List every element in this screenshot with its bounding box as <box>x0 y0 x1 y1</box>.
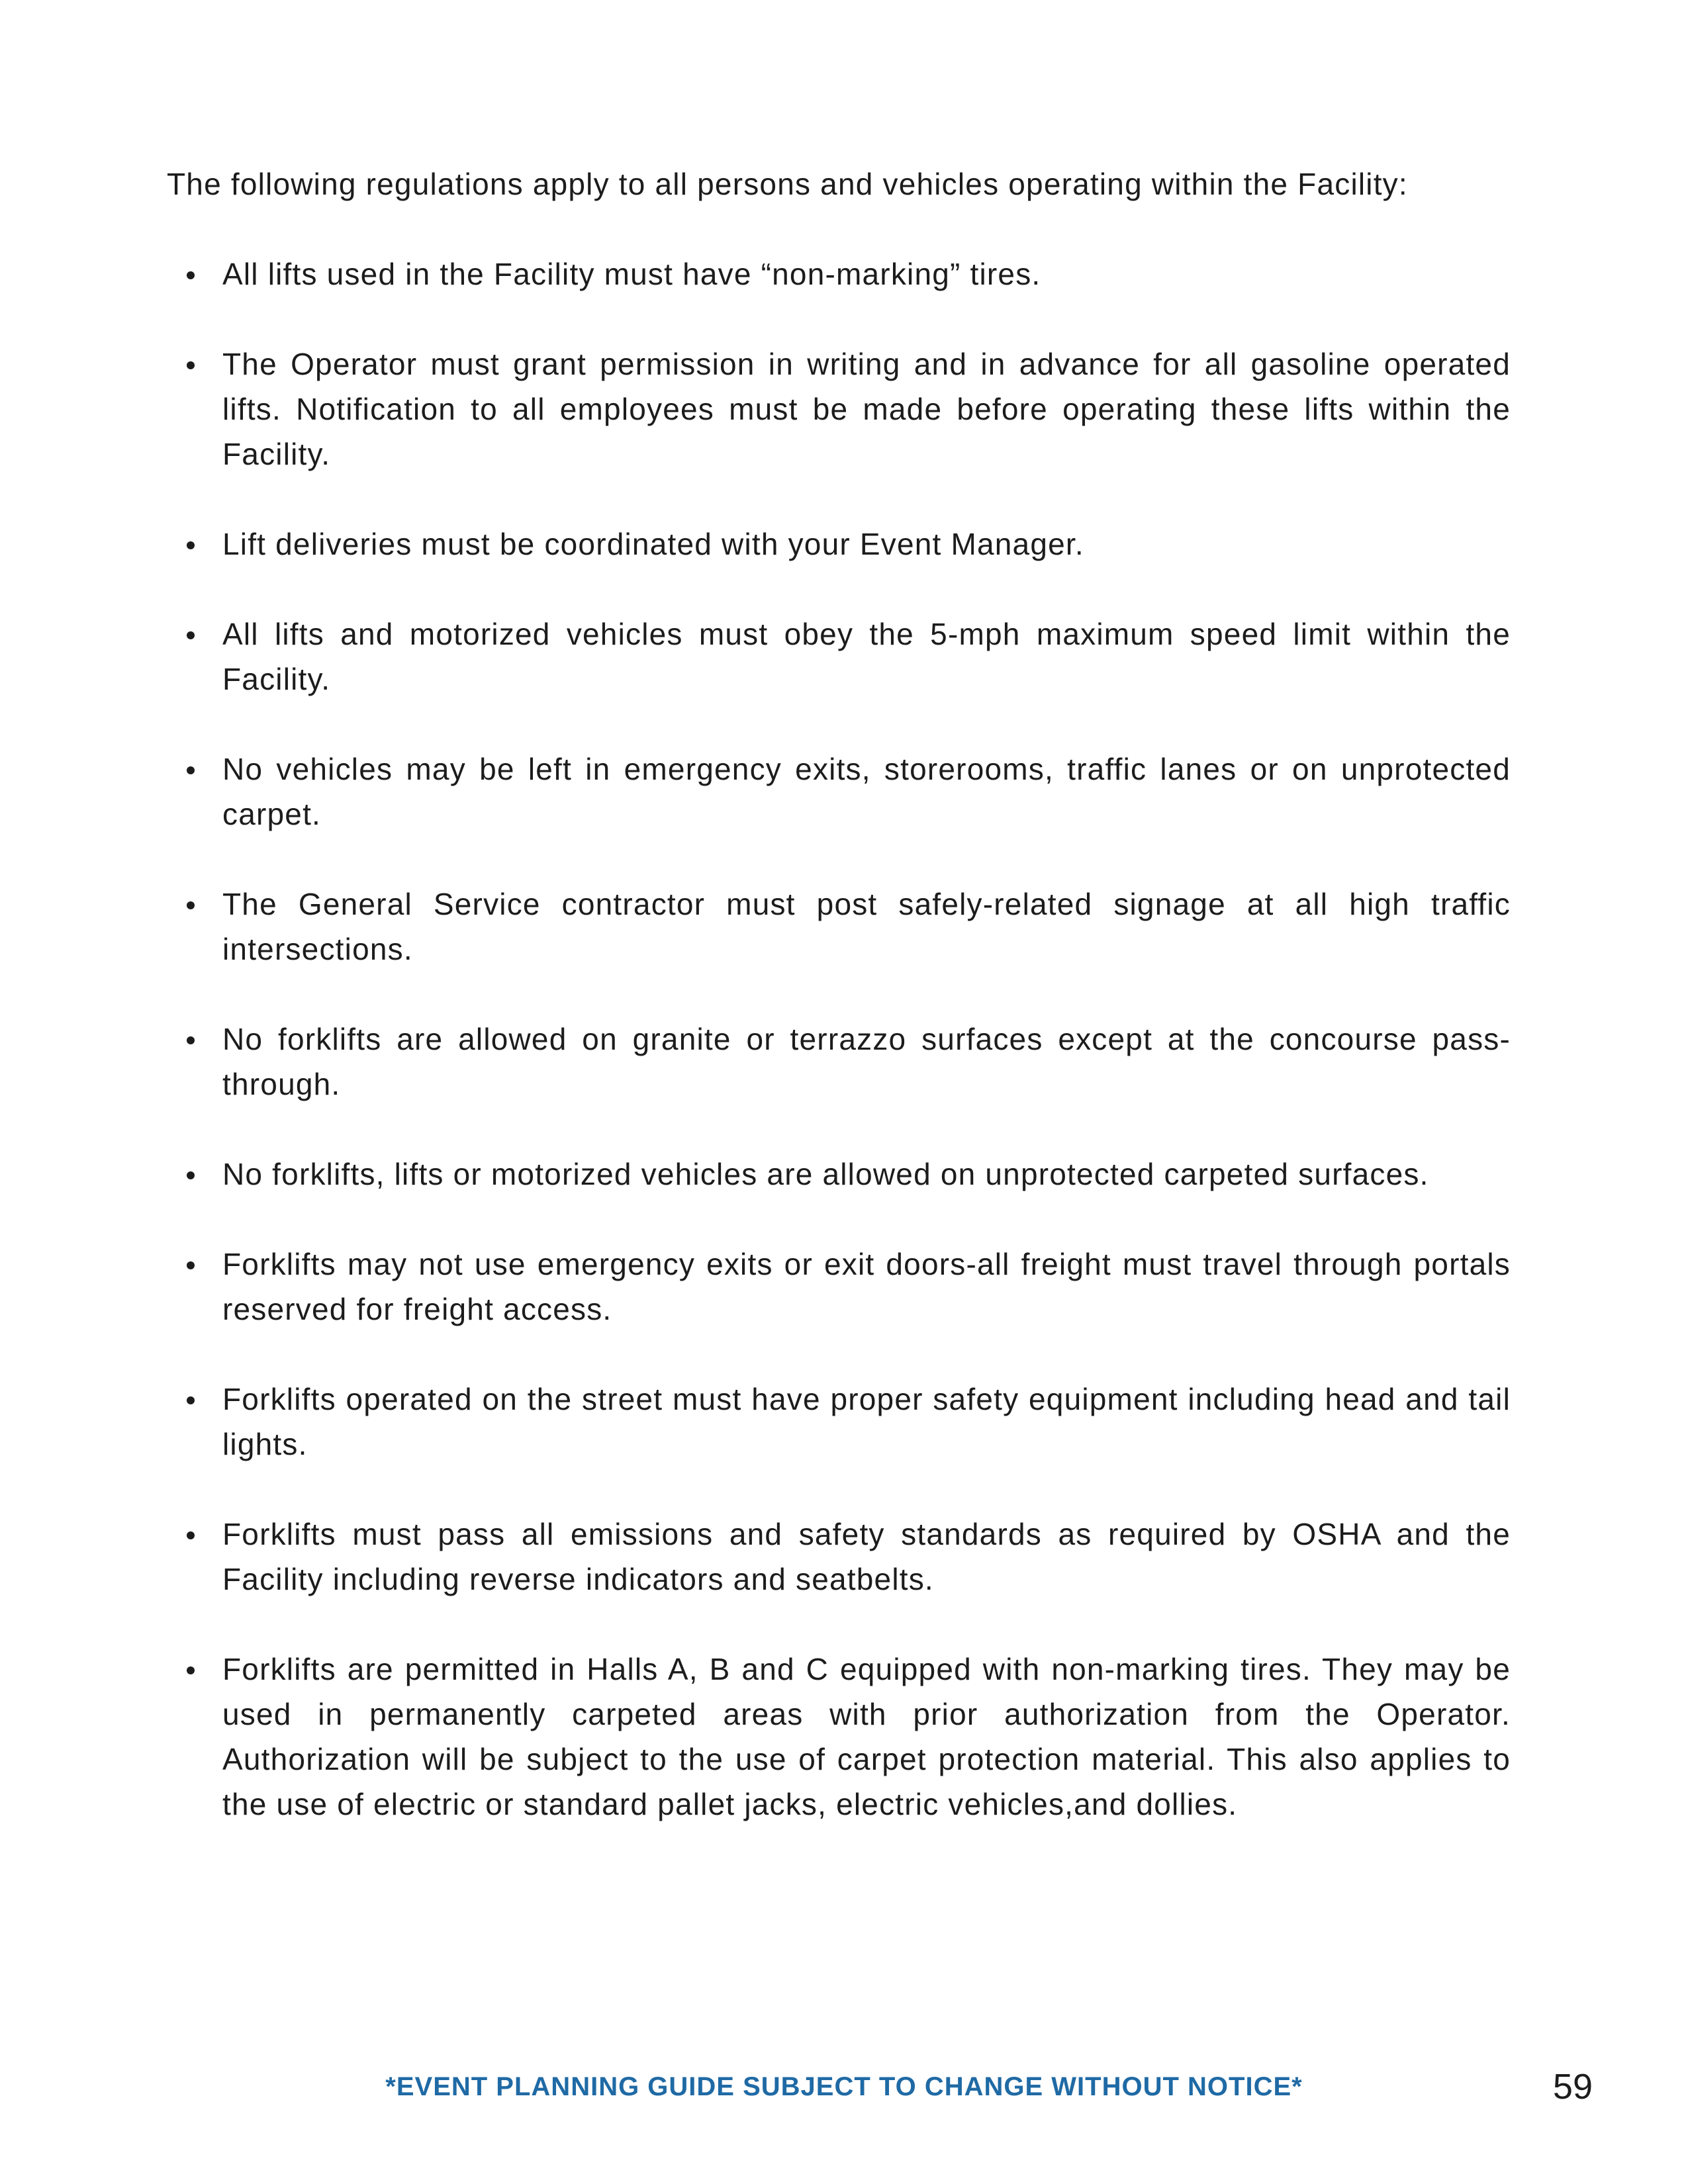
regulations-list <box>167 251 1511 1872</box>
bullet-icon <box>187 1396 195 1404</box>
bullet-icon <box>187 901 195 909</box>
footer-disclaimer: *EVENT PLANNING GUIDE SUBJECT TO CHANGE WITHOUT NOTICE* <box>385 2072 1303 2101</box>
bullet-icon <box>187 361 195 369</box>
list-item-text: Forklifts operated on the street must have proper safety equipment including head and tail lights. <box>222 1382 1511 1461</box>
list-item-text: Lift deliveries must be coordinated with your Event Manager. <box>222 527 1084 561</box>
list-item-text: Forklifts are permitted in Halls A, B and C equipped with non-marking tires. They may be used in permanently carpeted areas with prior authorization from the Operator. Authorization will be subject to the use of carpet protection material. This also applies to the use of electric or standard pallet jacks, electric vehicles,and dollies. <box>222 1652 1511 1821</box>
bullet-icon <box>187 1666 195 1674</box>
bullet-icon <box>187 1531 195 1539</box>
bullet-icon <box>187 631 195 639</box>
bullet-icon <box>187 271 195 279</box>
list-item <box>167 1242 1511 1332</box>
list-item <box>167 1512 1511 1602</box>
list-item <box>167 522 1511 567</box>
list-item <box>167 341 1511 477</box>
list-item <box>167 1647 1511 1827</box>
list-item-text: The General Service contractor must post safely-related signage at all high traffic intersections. <box>222 887 1511 966</box>
list-item <box>167 1152 1511 1197</box>
list-item-text: No vehicles may be left in emergency exits, storerooms, traffic lanes or on unprotected carpet. <box>222 752 1511 831</box>
bullet-icon <box>187 1261 195 1269</box>
bullet-icon <box>187 541 195 549</box>
list-item-text: The Operator must grant permission in writing and in advance for all gasoline operated lifts. Notification to all employees must be made before operating these lifts within the Facility. <box>222 347 1511 471</box>
bullet-icon <box>187 1036 195 1044</box>
list-item-text: No forklifts, lifts or motorized vehicles are allowed on unprotected carpeted surfaces. <box>222 1157 1429 1191</box>
list-item-text: All lifts used in the Facility must have “non-marking” tires. <box>222 257 1041 291</box>
list-item-text: Forklifts must pass all emissions and safety standards as required by OSHA and the Facility including reverse indicators and seatbelts. <box>222 1517 1511 1596</box>
list-item-text: Forklifts may not use emergency exits or exit doors-all freight must travel through portals reserved for freight access. <box>222 1247 1511 1326</box>
list-item <box>167 612 1511 702</box>
intro-paragraph: The following regulations apply to all persons and vehicles operating within the Facility: <box>167 167 1408 201</box>
list-item <box>167 1017 1511 1107</box>
list-item <box>167 747 1511 837</box>
list-item-text: No forklifts are allowed on granite or terrazzo surfaces except at the concourse pass-through. <box>222 1022 1511 1101</box>
list-item <box>167 1377 1511 1467</box>
list-item <box>167 882 1511 972</box>
list-item <box>167 251 1511 296</box>
list-item-text: All lifts and motorized vehicles must obey the 5-mph maximum speed limit within the Facility. <box>222 617 1511 696</box>
page-number: 59 <box>1552 2067 1593 2107</box>
bullet-icon <box>187 1171 195 1179</box>
bullet-icon <box>187 766 195 774</box>
